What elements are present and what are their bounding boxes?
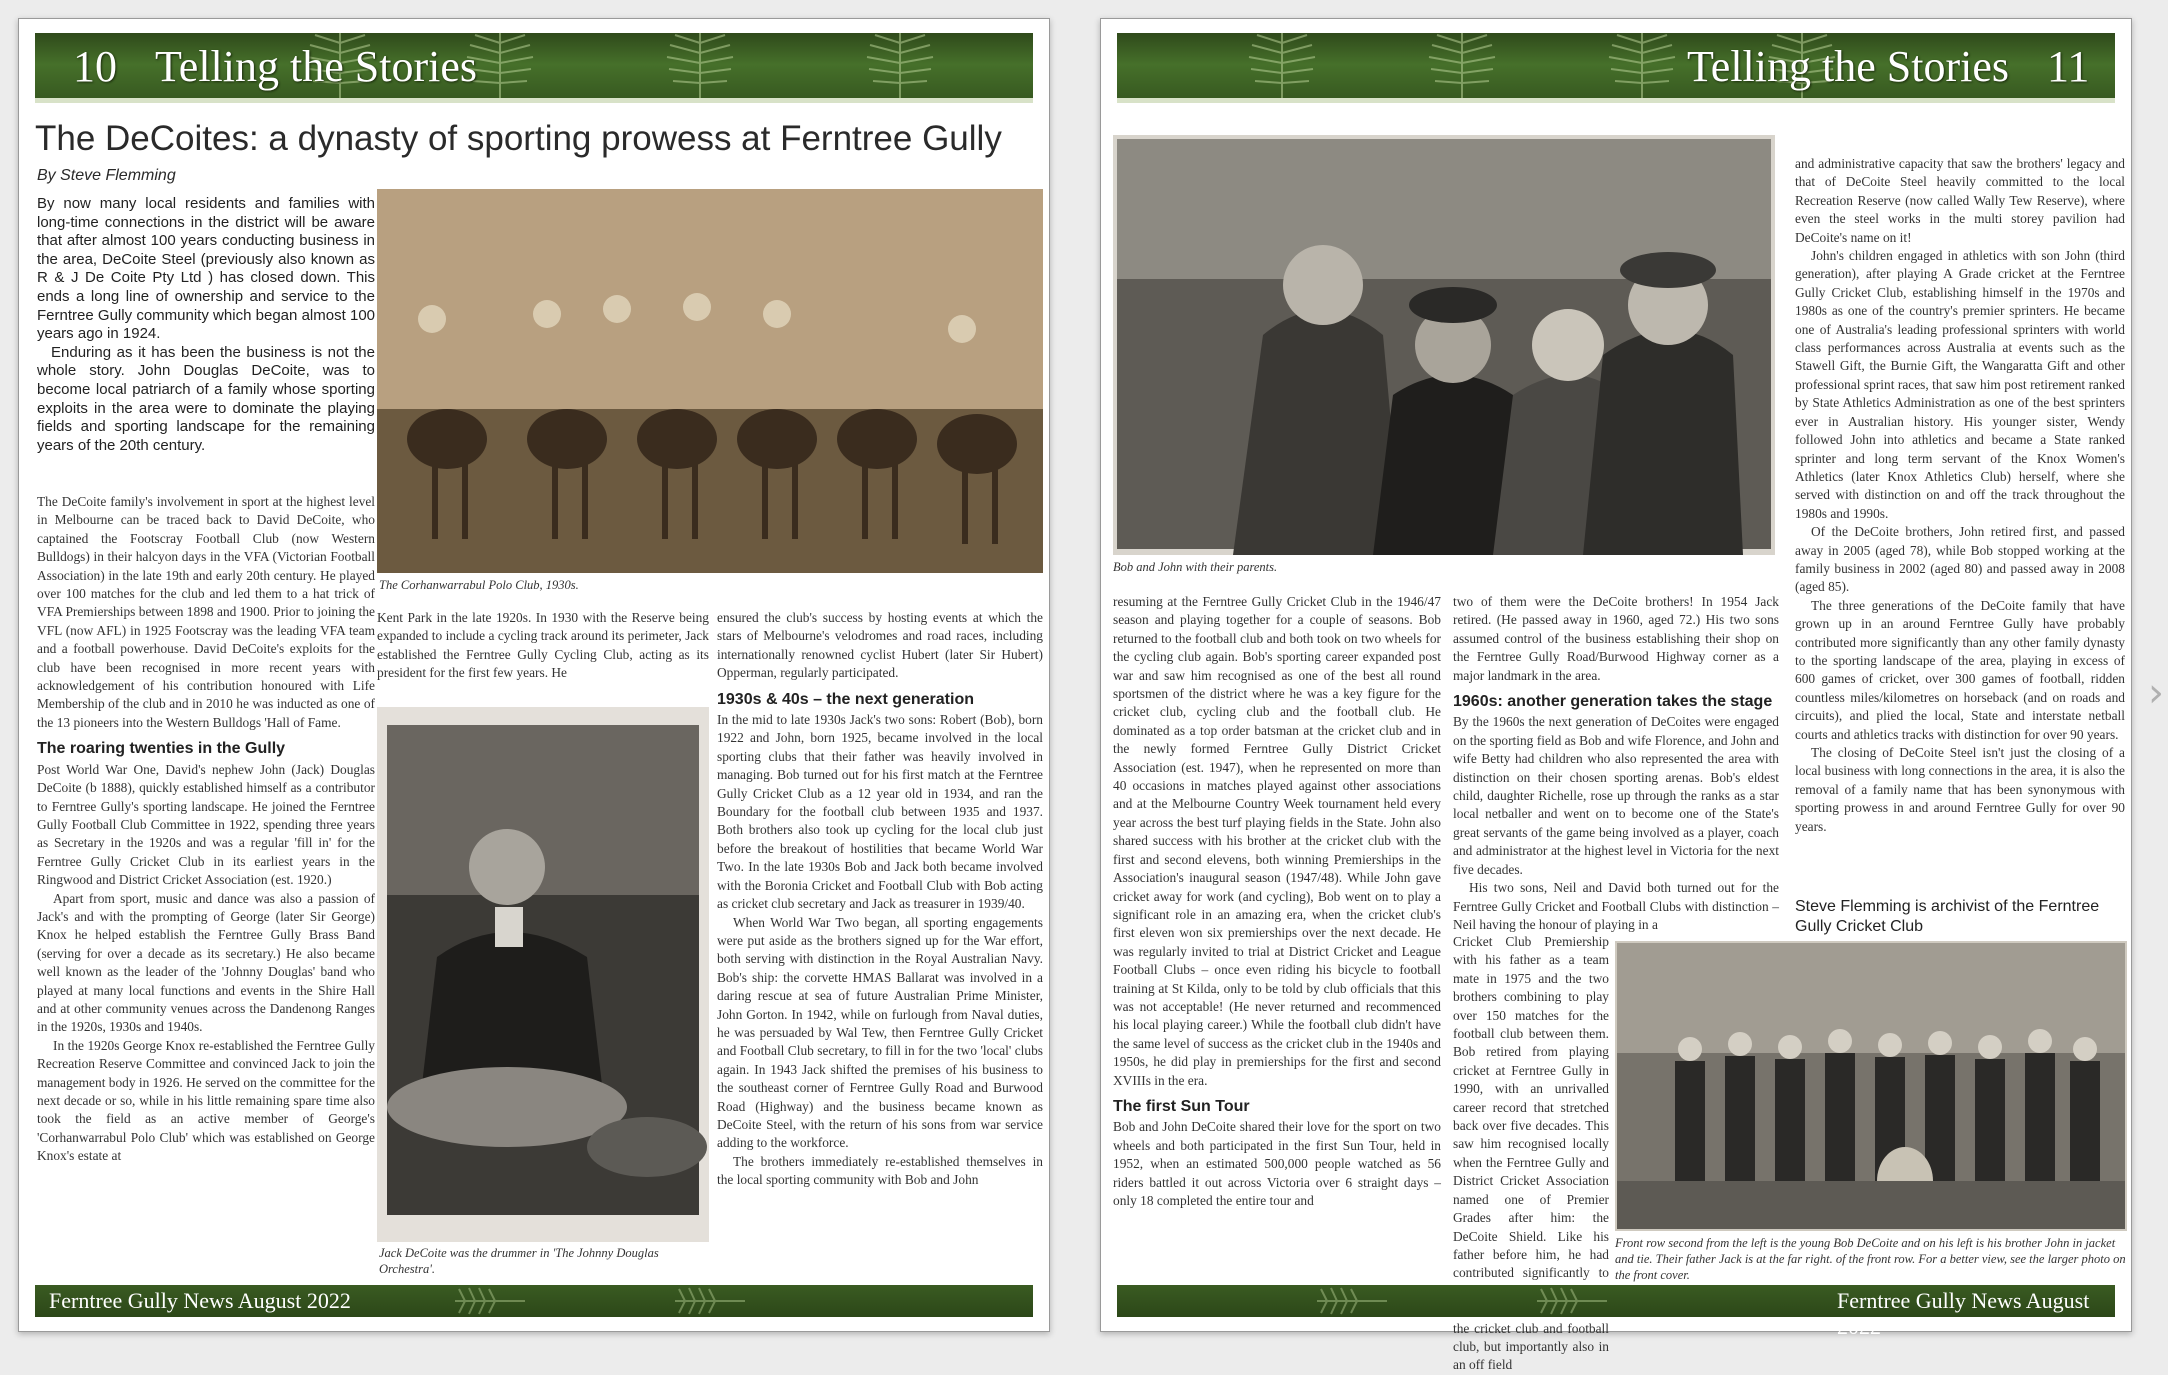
article-paragraph: John's children engaged in athletics with son John (third generation), after playing A Grade cricket at the Ferntree Gully Cricket Club, establishing himself in the 1970s and 1980s as one of the country's premier sprinters. He became one of Australia's leading professional sprinters with world class performances across Australia at events such as the Stawell Gift, the Burnie Gift, the Wangaratta Gift and other professional sprint races, that saw him post retirement ranked by State Athletics Administration as one of the best sprinters ever in Australian history. His younger sister, Wendy followed John into athletics and became a State ranked sprinter and long term servant of the Knox Women's Athletics (later Knox Athletics Club) herself, where she served with distinction on and off the track throughout the 1980s and 1990s. [1795, 248, 2125, 521]
fern-decoration-icon [1417, 33, 1507, 103]
right-column-3 [1795, 155, 2125, 901]
article-paragraph: Cricket Club Premiership with his father as a team mate in 1975 and the two brothers combining to play over 150 matches for the football club between them. Bob retired from playing cricket at Ferntree Gully in 1990, with an unrivalled career record that stretched back over five decades. This saw him recognised locally when the Ferntree Gully and District Cricket Association named one of Premier Grades after him: the DeCoite Shield. Like his father before him, he had contributed significantly to the cricket club and football club, but importantly also in an off field [1453, 934, 1609, 1373]
article-paragraph: In the mid to late 1930s Jack's two sons: Robert (Bob), born 1922 and John, born 1925, became involved in the local sporting clubs that their father was heavily involved in managing. Bob turned out for his first match at the Ferntree Gully Cricket Club as a 12 year old in 1934, and ran the Boundary for the football club between 1935 and 1937. Both brothers also took up cycling for the local club just before the breakout of hostilities that became World War Two. In the late 1930s Bob and Jack both became involved with the Boronia Cricket and Football Club with Bob acting as cricket club secretary and Jack as treasurer in 1939/40. [717, 712, 1043, 912]
article-paragraph: The closing of DeCoite Steel isn't just the closing of a local business with long connections in the area, it is also the removal of a family name that has been synonymous with sporting prowess in and around Ferntree Gully for over 90 years. [1795, 745, 2125, 834]
section-heading: The roaring twenties in the Gully [37, 740, 286, 758]
drummer-photo [377, 707, 709, 1242]
polo-photo-caption: The Corhanwarrabul Polo Club, 1930s. [379, 578, 579, 592]
fern-decoration-icon [1237, 33, 1327, 103]
page-number: 11 [2047, 42, 2090, 91]
article-paragraph: By the 1960s the next generation of DeCoites were engaged on the sporting field as Bob and wife Florence, and John and wife Betty had children who also represented the area with distinction on their chosen sporting arenas. Bob's eldest child, daughter Richelle, rose up through the ranks as a star local netballer and went on to become one of the State's great servants of the game being involved as a player, coach and administrator at the highest level in Victoria for the next five decades. [1453, 714, 1779, 877]
right-column-2-narrow [1453, 933, 1609, 1373]
article-paragraph: When World War Two began, all sporting engagements were put aside as the brothers signed up for the War effort, both serving with distinction in the Royal Australian Navy. Bob's ship: the corvette HMAS Ballarat was involved in a daring rescue at sea of future Australian Prime Minister, John Gorton. In 1942, while on furlough from Naval duties, he was persuaded by Wal Tew, then Ferntree Gully Cricket and Football Club secretary, to fill in for the two 'local' clubs again. In 1943 Jack shifted the premises of his business to the southeast corner of Ferntree Gully Road and Burwood Road (Highway) and the business became known as DeCoite Steel, with the return of his sons from war service adding to the workforce. [717, 914, 1043, 1151]
article-paragraph: The three generations of the DeCoite family that have grown up in an around Ferntree Gully have probably contributed more significantly than any other family dynasty to the sporting landscape of the area, playing in excess of 600 games of cricket, over 300 games of football, ridden countless miles/kilometres on horseback (and on roads and circuits), and plied the local, State and interstate netball courts and athletics tracks with distinction for over 90 years. [1795, 597, 2125, 742]
article-paragraph: Kent Park in the late 1920s. In 1930 with the Reserve being expanded to include a cycling track around its perimeter, Jack established the Ferntree Gully Cycling Club, acting as its president for the first few years. He [377, 610, 709, 681]
section-heading: 1960s: another generation takes the stage [1453, 693, 1773, 711]
fern-decoration-icon [1597, 33, 1687, 103]
fern-decoration-icon [655, 33, 745, 103]
right-page-footer [1117, 1285, 2115, 1339]
article-paragraph: Post World War One, David's nephew John (Jack) Douglas DeCoite (b 1888), quickly established himself as a contributor to Ferntree Gully's sporting landscape. He joined the Ferntree Gully Football Club Committee in 1922, spending three years as Secretary in the 1920s and was a regular 'fill in' for the Ferntree Gully Cricket Club in its earliest years in the Ringwood and District Cricket Association (est. 1920.) [37, 761, 375, 888]
article-paragraph: The DeCoite family's involvement in sport at the highest level in Melbourne can be traced back to David DeCoite, who captained the Footscray Football Club (now Western Bulldogs) in their halcyon days in the VFA (Victorian Football Association) in the late 19th and early 20th century. He played over 100 matches for the club and led them to a hat trick of VFA Premierships between 1898 and 1900. Prior to joining the VFL (now AFL) in 1925 Footscray was the leading VFA team and a football powerhouse. David DeCoite's exploits for the club have been recognised in more recent years with acknowledgement of his contribution honoured with Life Membership of the club and in 2010 he was inducted as one of the 13 pioneers into the Western Bulldogs 'Hall of Fame. [37, 494, 375, 730]
article-paragraph: His two sons, Neil and David both turned out for the Ferntree Gully Cricket and Football Clubs with distinction – Neil having the honour of playing in a [1453, 880, 1779, 932]
article-paragraph: Apart from sport, music and dance was also a passion of Jack's and with the prompting of George (later Sir George) Knox he helped establish the Ferntree Gully Brass Band (serving for over a decade as its secretary.) He also became well known as the leader of the 'Johnny Douglas' band who played at many local functions and events in the Shire Hall and at other community venues across the Dandenong Ranges in the 1920s, 1930s and 1940s. [37, 890, 375, 1035]
left-column-1 [37, 493, 375, 1273]
intro-paragraph: By now many local residents and families with long-time connections in the district will be aware that after almost 100 years conducting business in the area, DeCoite Steel (previously also known as R & J De Coite Pty Ltd ) has closed down. This ends a long line of ownership and service to the Ferntree Gully community which began almost 100 years ago in 1924. [37, 195, 375, 343]
article-paragraph: and administrative capacity that saw the brothers' legacy and that of DeCoite Steel heavily committed to the local Recreation Reserve (now called Wally Tew Reserve), where even the steel works in the multi storey pavilion had DeCoite's name on it! [1795, 156, 2125, 245]
page-number: 10 [73, 42, 117, 91]
left-page-header-banner [35, 33, 1033, 103]
family-photo [1113, 135, 1775, 555]
brass-band-photo [1615, 941, 2127, 1231]
article-paragraph: In the 1920s George Knox re-established the Ferntree Gully Recreation Reserve Committee and convinced Jack to join the management body in 1926. He served on the committee for the next decade or so, while in his little remaining spare time also took the field as an active member of George's 'Corhanwarrabul Polo Club' which was established on George Knox's estate at [37, 1037, 376, 1164]
section-heading: The first Sun Tour [1113, 1097, 1250, 1115]
fern-decoration-icon [1317, 1285, 1387, 1317]
article-paragraph: Bob and John DeCoite shared their love for the sport on two wheels and both participated in the first Sun Tour, held in 1952, when an estimated 500,000 people watched as 56 riders battled it out across Victoria over 6 straight days – only 18 completed the entire tour and [1113, 1119, 1441, 1208]
intro-paragraph: Enduring as it has been the business is not the whole story. John Douglas DeCoite, was to become local patriarch of a family whose sporting exploits in the area were to dominate the playing fields and sporting landscape for the remaining years of the 20th century. [37, 343, 375, 454]
article-paragraph: ensured the club's success by hosting events at which the stars of Melbourne's velodromes and road races, including internationally renowned cyclist Hubert (later Sir Hubert) Opperman, regularly participated. [717, 610, 1043, 681]
family-photo-caption: Bob and John with their parents. [1113, 560, 1278, 574]
article-intro [37, 195, 375, 485]
left-page [18, 18, 1050, 1332]
article-byline: By Steve Flemming [37, 167, 176, 184]
left-page-footer [35, 1285, 1033, 1317]
article-paragraph: The brothers immediately re-established themselves in the local sporting community with Bob and John [717, 1153, 1043, 1188]
right-column-1 [1113, 593, 1441, 1275]
section-title: Telling the Stories [155, 42, 477, 91]
right-page-header-banner [1117, 33, 2115, 103]
fern-decoration-icon [455, 1285, 525, 1317]
footer-issue: Ferntree Gully News August 2022 [49, 1288, 351, 1313]
left-column-2 [377, 609, 709, 681]
drummer-photo-caption: Jack DeCoite was the drummer in 'The Johnny Douglas Orchestra'. [379, 1246, 659, 1276]
article-headline: The DeCoites: a dynasty of sporting prowess at Ferntree Gully [35, 119, 1002, 158]
fern-decoration-icon [675, 1285, 745, 1317]
polo-club-photo [377, 189, 1043, 573]
brass-band-photo-caption: Front row second from the left is the young Bob DeCoite and on his left is his brother John in jacket and tie. Their father Jack is at the far right. of the front row. For a better view, see the larger photo on the front cover. [1615, 1236, 2126, 1282]
section-heading: 1930s & 40s – the next generation [717, 690, 974, 708]
fern-decoration-icon [855, 33, 945, 103]
right-page [1100, 18, 2132, 1373]
fern-decoration-icon [1537, 1285, 1607, 1317]
article-paragraph: resuming at the Ferntree Gully Cricket Club in the 1946/47 season and playing together for a couple of seasons. Bob returned to the football club and both took on two wheels for the cycling club again. Bob's sporting career expanded post war and saw him recognised as one of the best all round sportsmen of the district where he was a key figure for the cricket club, cycling club and the football club. He dominated as a top order batsman at the cricket club and in the newly formed Ferntree Gully District Cricket Association (est. 1947), when he represented on more than 40 occasions in matches played against other associations and at the Melbourne Country Week tournament held every year across the best turf playing fields in the State. John also shared success with his brother at the cricket club with the first and second elevens, both winning Premierships in the Association's inaugural season (1947/48). While John gave cricket away for work (and cycling), Bob went on to play a significant role in an amazing era, when the cricket club's first eleven won six premierships over the next decade. He was regularly invited to trial at District Cricket and League Football Clubs – once even riding his bicycle to football training at St Kilda, only to be told by club officials that this was not acceptable! (He never returned and recommenced his local playing career.) While the football club didn't have the same level of success as the cricket club in the 1940s and 1950s, he did play in premierships for the first and second XVIIIs in the era. [1113, 594, 1441, 1088]
article-paragraph: two of them were the DeCoite brothers! In 1954 Jack retired. (He passed away in 1960, aged 72.) His two sons assumed control of the business establishing their shop on the Ferntree Gully Road/Burwood Highway corner as a major landmark in the area. [1453, 594, 1779, 683]
section-title: Telling the Stories [1687, 42, 2009, 91]
chevron-right-icon[interactable]: › [2148, 670, 2164, 716]
footer-issue: Ferntree Gully News August 2022 [1837, 1288, 2090, 1339]
author-credit: Steve Flemming is archivist of the Ferntree Gully Cricket Club [1795, 898, 2100, 935]
article-paragraph: Of the DeCoite brothers, John retired first, and passed away in 2005 (aged 78), while Bob stopped working at the family business in 2002 (aged 80) and passed away in 2008 (aged 85). [1795, 524, 2125, 595]
left-column-3 [717, 609, 1043, 1273]
